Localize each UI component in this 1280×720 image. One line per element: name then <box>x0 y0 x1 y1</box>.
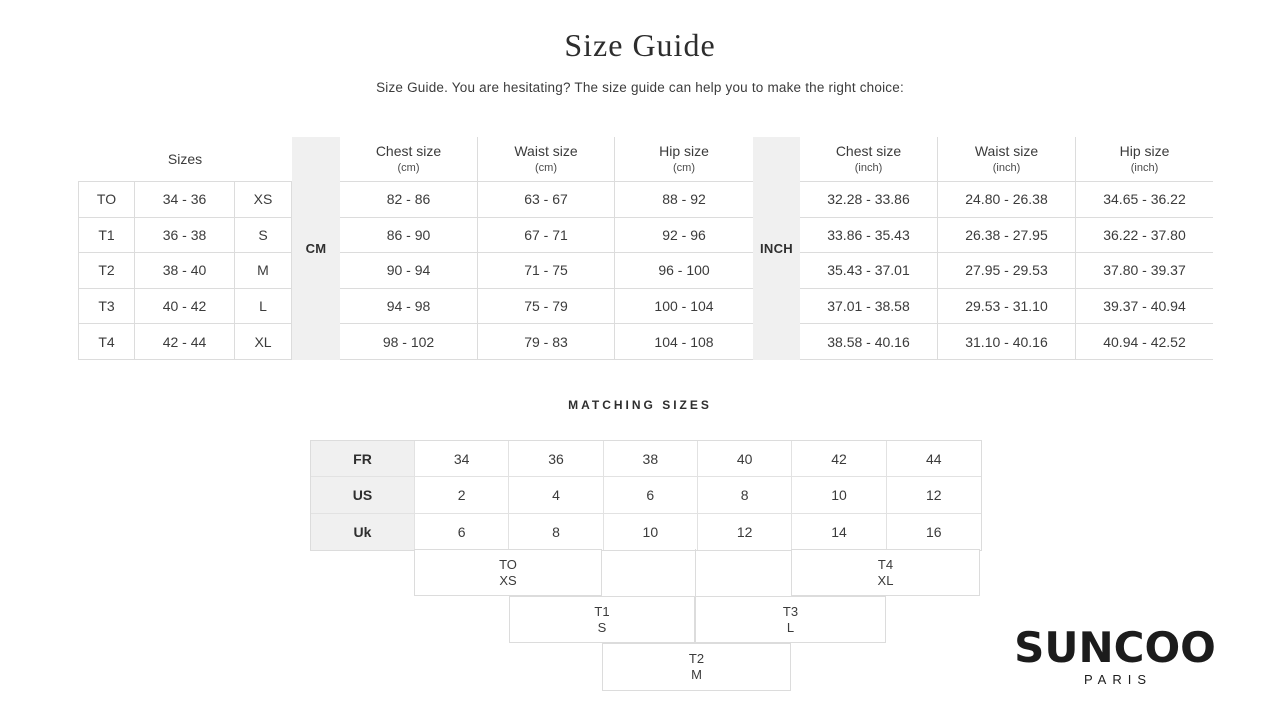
brand-name: SUNCOO <box>1014 623 1216 672</box>
chest-inch-header <box>800 137 938 182</box>
size-code-cell: TO <box>78 182 135 218</box>
chest-cm-header <box>340 137 478 182</box>
mapping-box-t4-xl <box>791 549 980 596</box>
hip-inch-cell: 40.94 - 42.52 <box>1076 324 1213 360</box>
header-title: Waist size <box>514 142 578 159</box>
letter-size-cell: XL <box>235 324 292 360</box>
us-size-cell: 6 <box>604 477 698 513</box>
header-title: Hip size <box>659 142 709 159</box>
sizes-header: Sizes <box>78 137 292 182</box>
mapping-code: T1 <box>594 603 610 619</box>
mapping-box-to-xs <box>414 549 602 596</box>
fr-range-cell: 40 - 42 <box>135 289 235 325</box>
mapping-code: T2 <box>688 651 705 666</box>
chest-inch-cell: 32.28 - 33.86 <box>800 182 938 218</box>
fr-range-cell: 42 - 44 <box>135 324 235 360</box>
page-title: Size Guide <box>564 27 716 63</box>
region-label-us: US <box>311 477 415 513</box>
inch-unit-column: INCH <box>753 137 800 360</box>
chest-inch-cell: 35.43 - 37.01 <box>800 253 938 289</box>
letter-size-cell: XS <box>235 182 292 218</box>
mapping-letter: M <box>691 667 702 682</box>
header-title: Hip size <box>1119 142 1170 159</box>
chest-cm-cell: 98 - 102 <box>340 324 478 360</box>
fr-size-cell: 44 <box>887 441 981 477</box>
hip-inch-cell: 34.65 - 36.22 <box>1076 182 1213 218</box>
hip-cm-header <box>615 137 753 182</box>
waist-cm-cell: 63 - 67 <box>478 182 615 218</box>
us-size-cell: 8 <box>698 477 792 513</box>
size-code-cell: T2 <box>78 253 135 289</box>
chest-cm-cell: 90 - 94 <box>340 253 478 289</box>
hip-cm-cell: 104 - 108 <box>615 324 753 360</box>
fr-size-cell: 36 <box>509 441 603 477</box>
header-title: Waist size <box>974 142 1039 159</box>
mapping-letter: XL <box>877 572 894 588</box>
size-measurements-table <box>78 137 1213 360</box>
waist-inch-cell: 27.95 - 29.53 <box>938 253 1076 289</box>
mapping-letter: XS <box>499 572 517 588</box>
hip-inch-cell: 37.80 - 39.37 <box>1076 253 1213 289</box>
waist-inch-header <box>938 137 1076 182</box>
uk-size-cell: 6 <box>415 514 509 550</box>
mapping-letter: L <box>786 619 795 635</box>
fr-range-cell: 34 - 36 <box>135 182 235 218</box>
waist-cm-cell: 71 - 75 <box>478 253 615 289</box>
us-size-cell: 10 <box>792 477 886 513</box>
header-unit: (cm) <box>397 162 420 175</box>
header-unit: (cm) <box>673 162 695 175</box>
chest-inch-cell: 33.86 - 35.43 <box>800 218 938 254</box>
fr-size-cell: 38 <box>604 441 698 477</box>
mapping-code: T3 <box>782 603 799 619</box>
mapping-letter: S <box>597 619 607 635</box>
mapping-box-t1-s <box>509 596 695 643</box>
mapping-code: TO <box>499 556 517 572</box>
hip-cm-cell: 100 - 104 <box>615 289 753 325</box>
header-unit: (inch) <box>992 162 1021 175</box>
region-label-uk: Uk <box>311 514 415 550</box>
uk-size-cell: 8 <box>509 514 603 550</box>
column-divider-line <box>695 549 696 596</box>
waist-cm-cell: 79 - 83 <box>478 324 615 360</box>
mapping-box-t3-l <box>695 596 886 643</box>
uk-size-cell: 16 <box>926 523 942 540</box>
header-unit: (cm) <box>535 162 557 175</box>
brand-logo <box>998 623 1232 687</box>
letter-size-cell: M <box>235 253 292 289</box>
fr-range-cell: 36 - 38 <box>135 218 235 254</box>
header-unit: (inch) <box>854 162 883 175</box>
hip-cm-cell: 96 - 100 <box>615 253 753 289</box>
region-label-fr: FR <box>311 441 415 477</box>
chest-cm-cell: 82 - 86 <box>340 182 478 218</box>
header-unit: (inch) <box>1130 162 1159 175</box>
size-code-cell: T4 <box>78 324 135 360</box>
hip-cm-cell: 92 - 96 <box>615 218 753 254</box>
matching-sizes-title: MATCHING SIZES <box>568 398 712 412</box>
page-subtitle: Size Guide. You are hesitating? The size guide can help you to make the right choice: <box>376 80 904 95</box>
hip-inch-header <box>1076 137 1213 182</box>
brand-city: PARIS <box>1083 672 1153 687</box>
fr-size-cell: 42 <box>792 441 886 477</box>
size-mapping-boxes <box>310 550 980 692</box>
us-size-cell: 2 <box>415 477 509 513</box>
uk-size-cell: 14 <box>792 514 886 550</box>
waist-cm-cell: 67 - 71 <box>478 218 615 254</box>
fr-size-cell: 40 <box>698 441 792 477</box>
chest-inch-cell: 37.01 - 38.58 <box>800 289 938 325</box>
hip-inch-cell: 39.37 - 40.94 <box>1076 289 1213 325</box>
cm-unit-column: CM <box>292 137 340 360</box>
size-code-cell: T1 <box>78 218 135 254</box>
fr-range-cell: 38 - 40 <box>135 253 235 289</box>
letter-size-cell: L <box>235 289 292 325</box>
fr-size-cell: 34 <box>415 441 509 477</box>
mapping-code: T4 <box>877 556 894 572</box>
us-size-cell: 4 <box>509 477 603 513</box>
hip-inch-cell: 36.22 - 37.80 <box>1076 218 1213 254</box>
chest-cm-cell: 86 - 90 <box>340 218 478 254</box>
waist-cm-cell: 75 - 79 <box>478 289 615 325</box>
uk-size-cell: 12 <box>698 514 792 550</box>
waist-inch-cell: 29.53 - 31.10 <box>938 289 1076 325</box>
matching-sizes-table <box>310 440 982 551</box>
chest-cm-cell: 94 - 98 <box>340 289 478 325</box>
uk-size-cell: 10 <box>604 514 698 550</box>
waist-cm-header <box>478 137 615 182</box>
waist-inch-cell: 31.10 - 40.16 <box>938 324 1076 360</box>
waist-inch-cell: 24.80 - 26.38 <box>938 182 1076 218</box>
letter-size-cell: S <box>235 218 292 254</box>
header-title: Chest size <box>375 142 442 159</box>
hip-cm-cell: 88 - 92 <box>615 182 753 218</box>
size-code-cell: T3 <box>78 289 135 325</box>
waist-inch-cell: 26.38 - 27.95 <box>938 218 1076 254</box>
us-size-cell: 12 <box>887 477 981 513</box>
header-title: Chest size <box>835 142 902 159</box>
mapping-box-t2-m <box>602 643 791 691</box>
chest-inch-cell: 38.58 - 40.16 <box>800 324 938 360</box>
